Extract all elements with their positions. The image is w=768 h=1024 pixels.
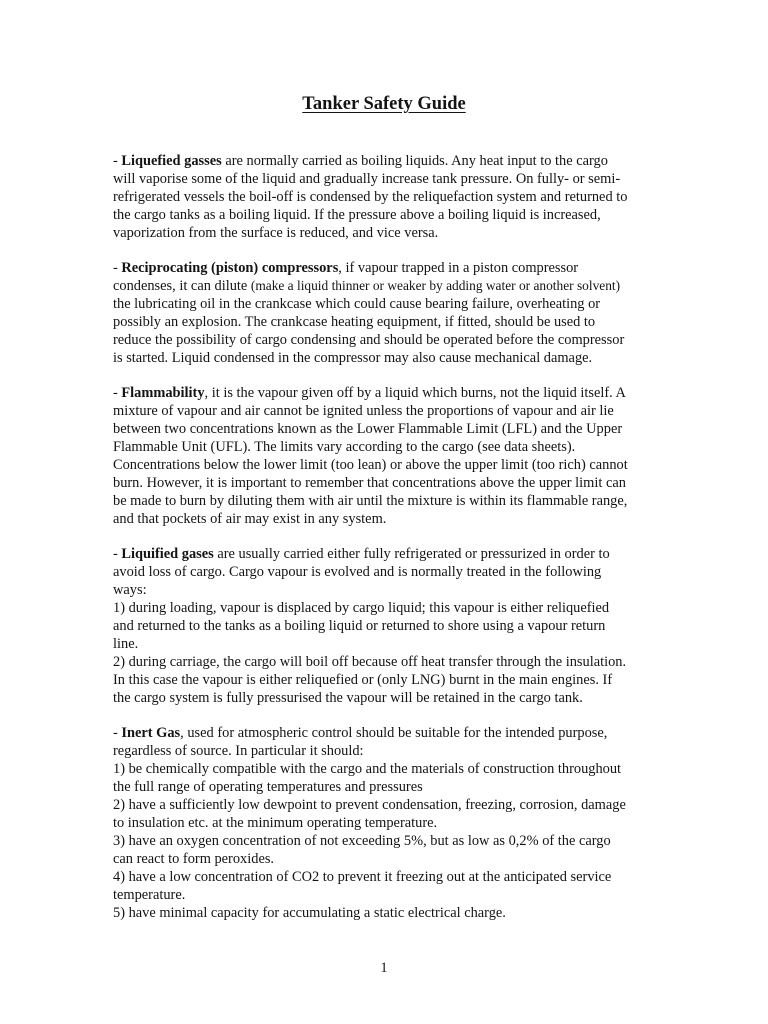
text-line (113, 563, 658, 581)
section-paragraph (113, 384, 658, 528)
parenthetical-note: (make a liquid thinner or weaker by adding water or another solvent) (250, 278, 621, 293)
line-text: the cargo tanks as a boiling liquid. If the pressure above a boiling liquid is increased, (113, 207, 601, 223)
text-line (113, 617, 658, 635)
text-line (113, 904, 658, 922)
text-line (113, 814, 658, 832)
line-text: and returned to the tanks as a boiling liquid or returned to shore using a vapour return (113, 618, 606, 634)
text-line (113, 474, 658, 492)
text-line (113, 438, 658, 456)
line-text: line. (113, 636, 139, 652)
text-line (113, 206, 658, 224)
text-line (113, 492, 658, 510)
text-line (113, 384, 658, 402)
line-text: ways: (113, 582, 147, 598)
text-line (113, 313, 658, 331)
line-text: condenses, it can dilute (113, 278, 251, 294)
document-body (113, 152, 658, 939)
line-text: Concentrations below the lower limit (too lean) or above the upper limit (too rich) cannot (113, 457, 628, 473)
line-text: burn. However, it is important to remember that concentrations above the upper limit can (113, 475, 626, 491)
line-text: can react to form peroxides. (113, 851, 275, 867)
line-text: the cargo system is fully pressurised the vapour will be retained in the cargo tank. (113, 690, 583, 706)
text-line (113, 599, 658, 617)
line-text: Flammable Unit (UFL). The limits vary according to the cargo (see data sheets). (113, 439, 576, 455)
line-text: 4) have a low concentration of CO2 to prevent it freezing out at the anticipated service (113, 869, 612, 885)
line-text: are normally carried as boiling liquids. Any heat input to the cargo (221, 153, 608, 169)
bullet-dash: - (113, 725, 122, 741)
text-line (113, 456, 658, 474)
text-line (113, 796, 658, 814)
line-text: , it is the vapour given off by a liquid which burns, not the liquid itself. A (204, 385, 626, 401)
line-text: the lubricating oil in the crankcase which could cause bearing failure, overheating or (113, 296, 601, 312)
section-term: Flammability (121, 385, 205, 401)
text-line (113, 653, 658, 671)
line-text: be made to burn by diluting them with air until the mixture is within its flammable range, (113, 493, 628, 509)
text-line (113, 277, 658, 295)
text-line (113, 868, 658, 886)
text-line (113, 832, 658, 850)
bullet-dash: - (113, 385, 122, 401)
line-text: possibly an explosion. The crankcase heating equipment, if fitted, should be used to (113, 314, 596, 330)
text-line (113, 170, 658, 188)
text-line (113, 671, 658, 689)
text-line (113, 886, 658, 904)
line-text: will vaporise some of the liquid and gradually increase tank pressure. On fully- or semi- (113, 171, 621, 187)
line-text: to insulation etc. at the minimum operating temperature. (113, 815, 438, 831)
line-text: 2) have a sufficiently low dewpoint to prevent condensation, freezing, corrosion, damage (113, 797, 626, 813)
section-term: Inert Gas (121, 725, 181, 741)
text-line (113, 581, 658, 599)
line-text: In this case the vapour is either reliquefied or (only LNG) burnt in the main engines. If (113, 672, 613, 688)
text-line (113, 689, 658, 707)
bullet-dash: - (113, 260, 122, 276)
line-text: between two concentrations known as the Lower Flammable Limit (LFL) and the Upper (113, 421, 623, 437)
text-line (113, 349, 658, 367)
page-number: 1 (380, 960, 388, 976)
text-line (113, 510, 658, 528)
line-text: 5) have minimal capacity for accumulating a static electrical charge. (113, 905, 506, 921)
line-text: the full range of operating temperatures and pressures (113, 779, 423, 795)
text-line (113, 742, 658, 760)
line-text: 1) during loading, vapour is displaced by cargo liquid; this vapour is either reliquefied (113, 600, 610, 616)
line-text: are usually carried either fully refrigerated or pressurized in order to (213, 546, 610, 562)
line-text: refrigerated vessels the boil-off is condensed by the reliquefaction system and returned to (113, 189, 628, 205)
line-text: mixture of vapour and air cannot be ignited unless the proportions of vapour and air lie (113, 403, 614, 419)
section-term: Reciprocating (piston) compressors (121, 260, 339, 276)
line-text: 1) be chemically compatible with the cargo and the materials of construction throughout (113, 761, 622, 777)
text-line (113, 635, 658, 653)
section-term: Liquified gases (121, 546, 214, 562)
text-line (113, 545, 658, 563)
line-text: is started. Liquid condensed in the compressor may also cause mechanical damage. (113, 350, 593, 366)
page-title: Tanker Safety Guide (302, 94, 466, 114)
bullet-dash: - (113, 153, 122, 169)
text-line (113, 760, 658, 778)
line-text: 2) during carriage, the cargo will boil off because off heat transfer through the insulation. (113, 654, 627, 670)
section-paragraph (113, 724, 658, 922)
text-line (113, 224, 658, 242)
line-text: temperature. (113, 887, 186, 903)
text-line (113, 259, 658, 277)
section-paragraph (113, 259, 658, 367)
line-text: reduce the possibility of cargo condensing and should be operated before the compressor (113, 332, 625, 348)
line-text: , used for atmospheric control should be suitable for the intended purpose, (180, 725, 608, 741)
text-line (113, 188, 658, 206)
line-text: avoid loss of cargo. Cargo vapour is evolved and is normally treated in the following (113, 564, 602, 580)
line-text: 3) have an oxygen concentration of not exceeding 5%, but as low as 0,2% of the cargo (113, 833, 611, 849)
bullet-dash: - (113, 546, 122, 562)
text-line (113, 778, 658, 796)
line-text: , if vapour trapped in a piston compressor (338, 260, 579, 276)
line-text: and that pockets of air may exist in any system. (113, 511, 387, 527)
text-line (113, 850, 658, 868)
section-paragraph (113, 545, 658, 707)
section-term: Liquefied gasses (121, 153, 222, 169)
text-line (113, 331, 658, 349)
section-paragraph (113, 152, 658, 242)
text-line (113, 152, 658, 170)
text-line (113, 295, 658, 313)
text-line (113, 420, 658, 438)
text-line (113, 402, 658, 420)
line-text: vaporization from the surface is reduced, and vice versa. (113, 225, 439, 241)
line-text: regardless of source. In particular it should: (113, 743, 364, 759)
text-line (113, 724, 658, 742)
